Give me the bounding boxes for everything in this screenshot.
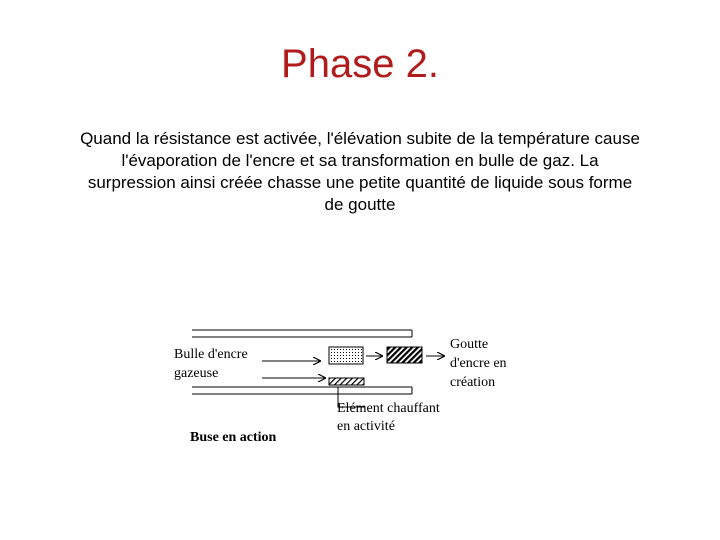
nozzle-bottom-wall [192,387,412,394]
heating-element [329,378,364,385]
body-line-4: de goutte [324,195,396,214]
body-line-2: l'évaporation de l'encre et sa transformation en bulle de gaz. La [121,151,599,170]
body-line-3: surpression ainsi créée chasse une petite quantité de liquide sous forme [87,173,633,192]
slide-title: Phase 2. [281,42,439,86]
body-line-1: Quand la résistance est activée, l'élévation subite de la température cause [80,129,640,148]
nozzle-top-wall [192,330,412,337]
heater-label-line-1: Elément chauffant [337,401,440,416]
ink-drop [387,347,422,363]
gas-bubble [329,347,363,364]
bubble-label-line-1: Bulle d'encre [174,347,248,362]
heater-label-line-2: en activité [337,419,395,434]
drop-label-line-1: Goutte [450,337,489,352]
drop-label-line-3: création [450,375,496,390]
drop-label-line-2: d'encre en [450,356,507,371]
diagram-caption: Buse en action [190,430,277,445]
bubble-label-line-2: gazeuse [174,366,219,381]
